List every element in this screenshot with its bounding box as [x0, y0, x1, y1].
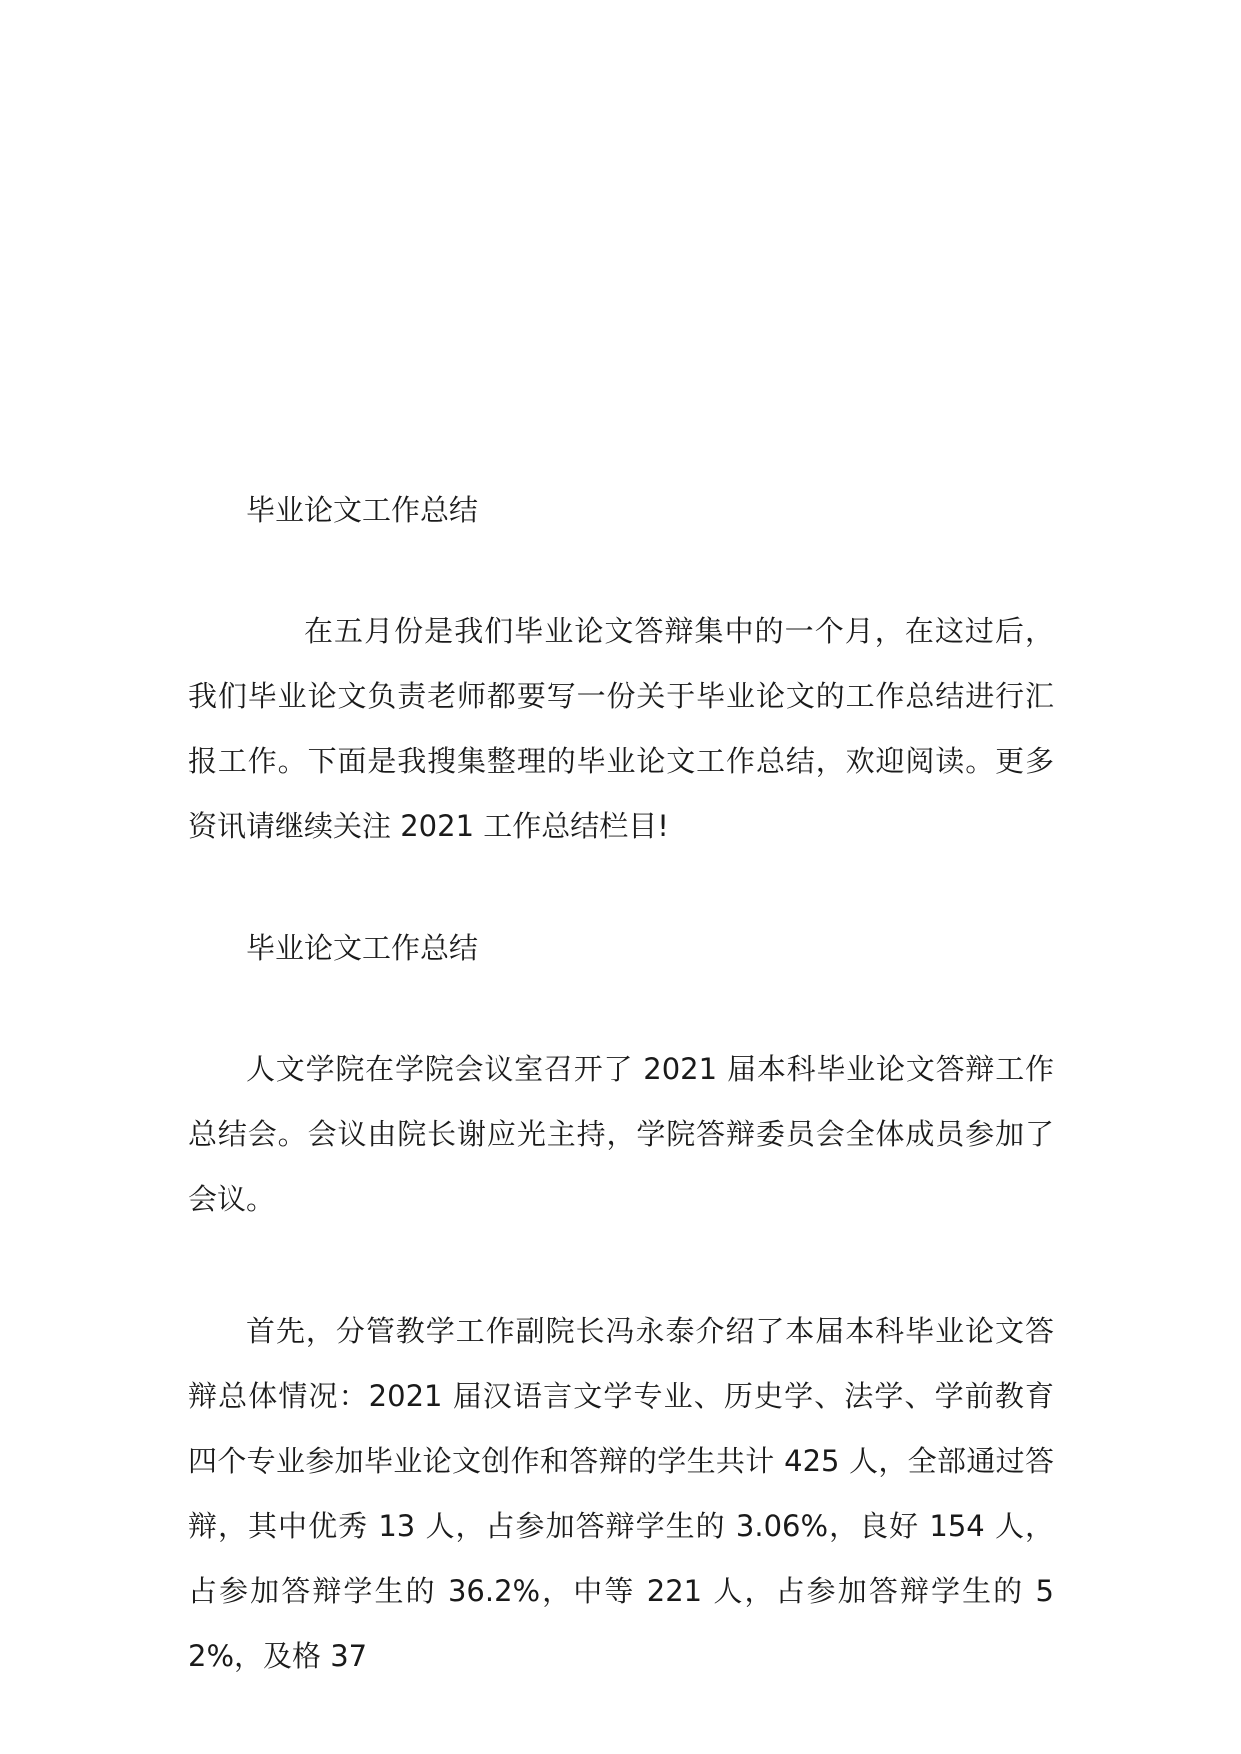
section-title: 毕业论文工作总结: [246, 931, 479, 965]
spacer: [188, 1232, 1054, 1299]
body-paragraph-2: 首先，分管教学工作副院长冯永泰介绍了本届本科毕业论文答辩总体情况：2021 届汉语言文学专业、历史学、法学、学前教育四个专业参加毕业论文创作和答辩的学生共计 425 人，全部通过答辩，其中优秀 13 人，占参加答辩学生的 3.06%，良好 154 人，占参加答辩学生的 36.2%，中等 221 人，占参加答辩学生的 52%，及格 37: [188, 1314, 1054, 1673]
body-paragraph-1: 人文学院在学院会议室召开了 2021 届本科毕业论文答辩工作总结会。会议由院长谢应光主持，学院答辩委员会全体成员参加了会议。: [188, 1052, 1054, 1216]
spacer: [188, 532, 1054, 599]
document-body: [188, 488, 1054, 1689]
spacer: [188, 859, 1054, 926]
document-title: 毕业论文工作总结: [246, 493, 479, 527]
intro-paragraph: 在五月份是我们毕业论文答辩集中的一个月，在这过后，我们毕业论文负责老师都要写一份关于毕业论文的工作总结进行汇报工作。下面是我搜集整理的毕业论文工作总结，欢迎阅读。更多资讯请继续关注 2021 工作总结栏目!: [188, 614, 1054, 843]
spacer: [188, 970, 1054, 1037]
